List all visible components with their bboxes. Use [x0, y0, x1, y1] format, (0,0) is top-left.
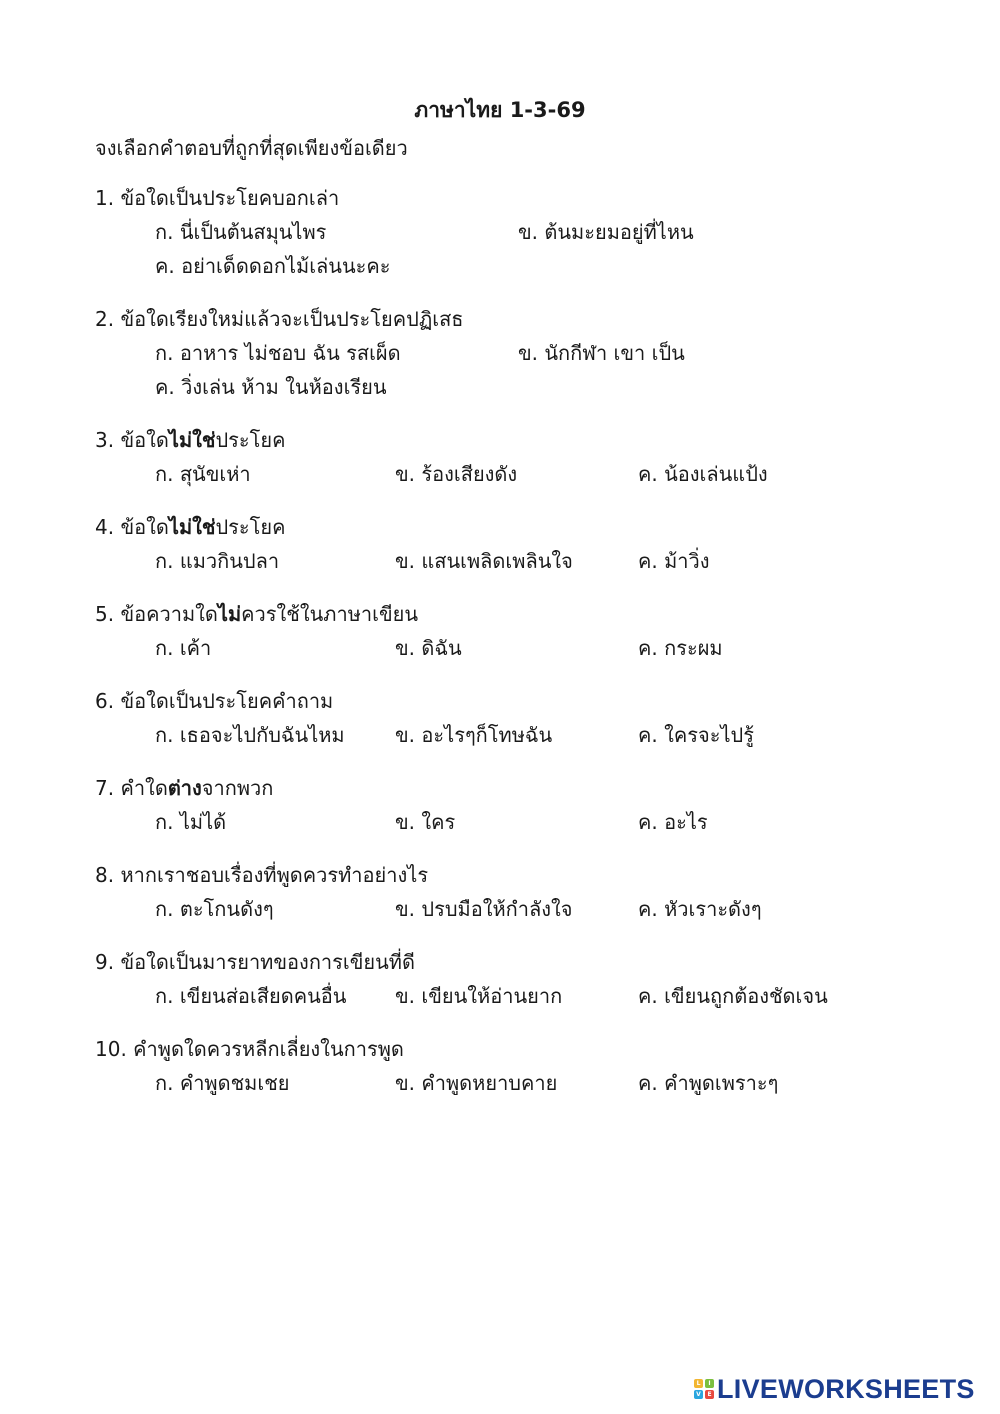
question-text [95, 425, 955, 459]
question-text [95, 773, 955, 807]
question-emphasis: ไม่ใช่ [168, 515, 216, 539]
answer-option-c[interactable]: ค. เขียนถูกต้องชัดเจน [638, 984, 828, 1008]
answer-option-a[interactable]: ก. แมวกินปลา [155, 549, 280, 573]
logo-mark-letter: I [705, 1379, 714, 1388]
logo-mark-icon [694, 1379, 714, 1399]
question-text [95, 304, 955, 338]
question-text [95, 512, 955, 546]
option-row [95, 807, 955, 841]
question-4 [95, 512, 955, 580]
question-5 [95, 599, 955, 667]
answer-option-b[interactable]: ข. แสนเพลิดเพลินใจ [395, 549, 573, 573]
question-text [95, 947, 955, 981]
question-text [95, 686, 955, 720]
answer-option-a[interactable]: ก. สุนัขเห่า [155, 462, 251, 486]
question-8 [95, 860, 955, 928]
answer-option-c[interactable]: ค. ม้าวิ่ง [638, 549, 710, 573]
option-row [95, 251, 955, 285]
answer-option-b[interactable]: ข. คำพูดหยาบคาย [395, 1071, 558, 1095]
question-text [95, 1034, 955, 1068]
logo-text: LIVEWORKSHEETS [717, 1373, 975, 1404]
question-7 [95, 773, 955, 841]
answer-option-b[interactable]: ข. ดิฉัน [395, 636, 462, 660]
instruction-text: จงเลือกคำตอบที่ถูกที่สุดเพียงข้อเดียว [95, 136, 408, 160]
question-6 [95, 686, 955, 754]
question-emphasis: ไม่ [217, 602, 242, 626]
option-row [95, 217, 955, 251]
answer-option-b[interactable]: ข. อะไรๆก็โทษฉัน [395, 723, 553, 747]
liveworksheets-logo [694, 1374, 975, 1404]
answer-option-a[interactable]: ก. อาหาร ไม่ชอบ ฉัน รสเผ็ด [155, 341, 401, 365]
question-10 [95, 1034, 955, 1102]
answer-option-c[interactable]: ค. อย่าเด็ดดอกไม้เล่นนะคะ [155, 254, 391, 278]
logo-mark-letter: V [694, 1390, 703, 1399]
option-row [95, 720, 955, 754]
question-text-part: 9. ข้อใดเป็นมารยาทของการเขียนที่ดี [95, 950, 415, 974]
answer-option-c[interactable]: ค. คำพูดเพราะๆ [638, 1071, 779, 1095]
option-row [95, 546, 955, 580]
question-9 [95, 947, 955, 1015]
question-1 [95, 183, 955, 285]
question-text-part: 1. ข้อใดเป็นประโยคบอกเล่า [95, 186, 340, 210]
question-text-part: 8. หากเราชอบเรื่องที่พูดควรทำอย่างไร [95, 863, 429, 887]
question-text-part: 5. ข้อความใด [95, 602, 218, 626]
question-emphasis: ไม่ใช่ [168, 428, 216, 452]
answer-option-b[interactable]: ข. ใคร [395, 810, 456, 834]
answer-option-c[interactable]: ค. กระผม [638, 636, 723, 660]
answer-option-a[interactable]: ก. ไม่ได้ [155, 810, 227, 834]
answer-option-a[interactable]: ก. เธอจะไปกับฉันไหม [155, 723, 345, 747]
answer-option-c[interactable]: ค. น้องเล่นแป้ง [638, 462, 768, 486]
option-row [95, 894, 955, 928]
answer-option-a[interactable]: ก. คำพูดชมเชย [155, 1071, 290, 1095]
answer-option-a[interactable]: ก. เขียนส่อเสียดคนอื่น [155, 984, 347, 1008]
option-row [95, 459, 955, 493]
answer-option-b[interactable]: ข. เขียนให้อ่านยาก [395, 984, 563, 1008]
answer-option-a[interactable]: ก. ตะโกนดังๆ [155, 897, 274, 921]
answer-option-a[interactable]: ก. นี่เป็นต้นสมุนไพร [155, 220, 327, 244]
question-text-part: จากพวก [201, 776, 274, 800]
question-text-part: 7. คำใด [95, 776, 168, 800]
answer-option-c[interactable]: ค. หัวเราะดังๆ [638, 897, 762, 921]
question-text [95, 860, 955, 894]
option-row [95, 372, 955, 406]
answer-option-c[interactable]: ค. ใครจะไปรู้ [638, 723, 754, 747]
logo-mark-letter: E [705, 1390, 714, 1399]
answer-option-a[interactable]: ก. เค้า [155, 636, 212, 660]
answer-option-c[interactable]: ค. อะไร [638, 810, 708, 834]
option-row [95, 633, 955, 667]
question-2 [95, 304, 955, 406]
worksheet-title: ภาษาไทย 1-3-69 [414, 98, 586, 122]
answer-option-c[interactable]: ค. วิ่งเล่น ห้าม ในห้องเรียน [155, 375, 387, 399]
option-row [95, 981, 955, 1015]
question-text-part: ควรใช้ในภาษาเขียน [241, 602, 419, 626]
option-row [95, 338, 955, 372]
answer-option-b[interactable]: ข. ต้นมะยมอยู่ที่ไหน [518, 220, 694, 244]
question-text [95, 183, 955, 217]
question-3 [95, 425, 955, 493]
answer-option-b[interactable]: ข. ร้องเสียงดัง [395, 462, 518, 486]
answer-option-b[interactable]: ข. ปรบมือให้กำลังใจ [395, 897, 573, 921]
question-text-part: 4. ข้อใด [95, 515, 169, 539]
question-text-part: ประโยค [215, 515, 286, 539]
answer-option-b[interactable]: ข. นักกีฬา เขา เป็น [518, 341, 685, 365]
question-text-part: 10. คำพูดใดควรหลีกเลี่ยงในการพูด [95, 1037, 404, 1061]
question-text-part: 2. ข้อใดเรียงใหม่แล้วจะเป็นประโยคปฏิเสธ [95, 307, 464, 331]
question-text-part: 3. ข้อใด [95, 428, 169, 452]
question-text-part: ประโยค [215, 428, 286, 452]
option-row [95, 1068, 955, 1102]
question-text-part: 6. ข้อใดเป็นประโยคคำถาม [95, 689, 334, 713]
question-emphasis: ต่าง [167, 776, 202, 800]
question-text [95, 599, 955, 633]
logo-mark-letter: L [694, 1379, 703, 1388]
